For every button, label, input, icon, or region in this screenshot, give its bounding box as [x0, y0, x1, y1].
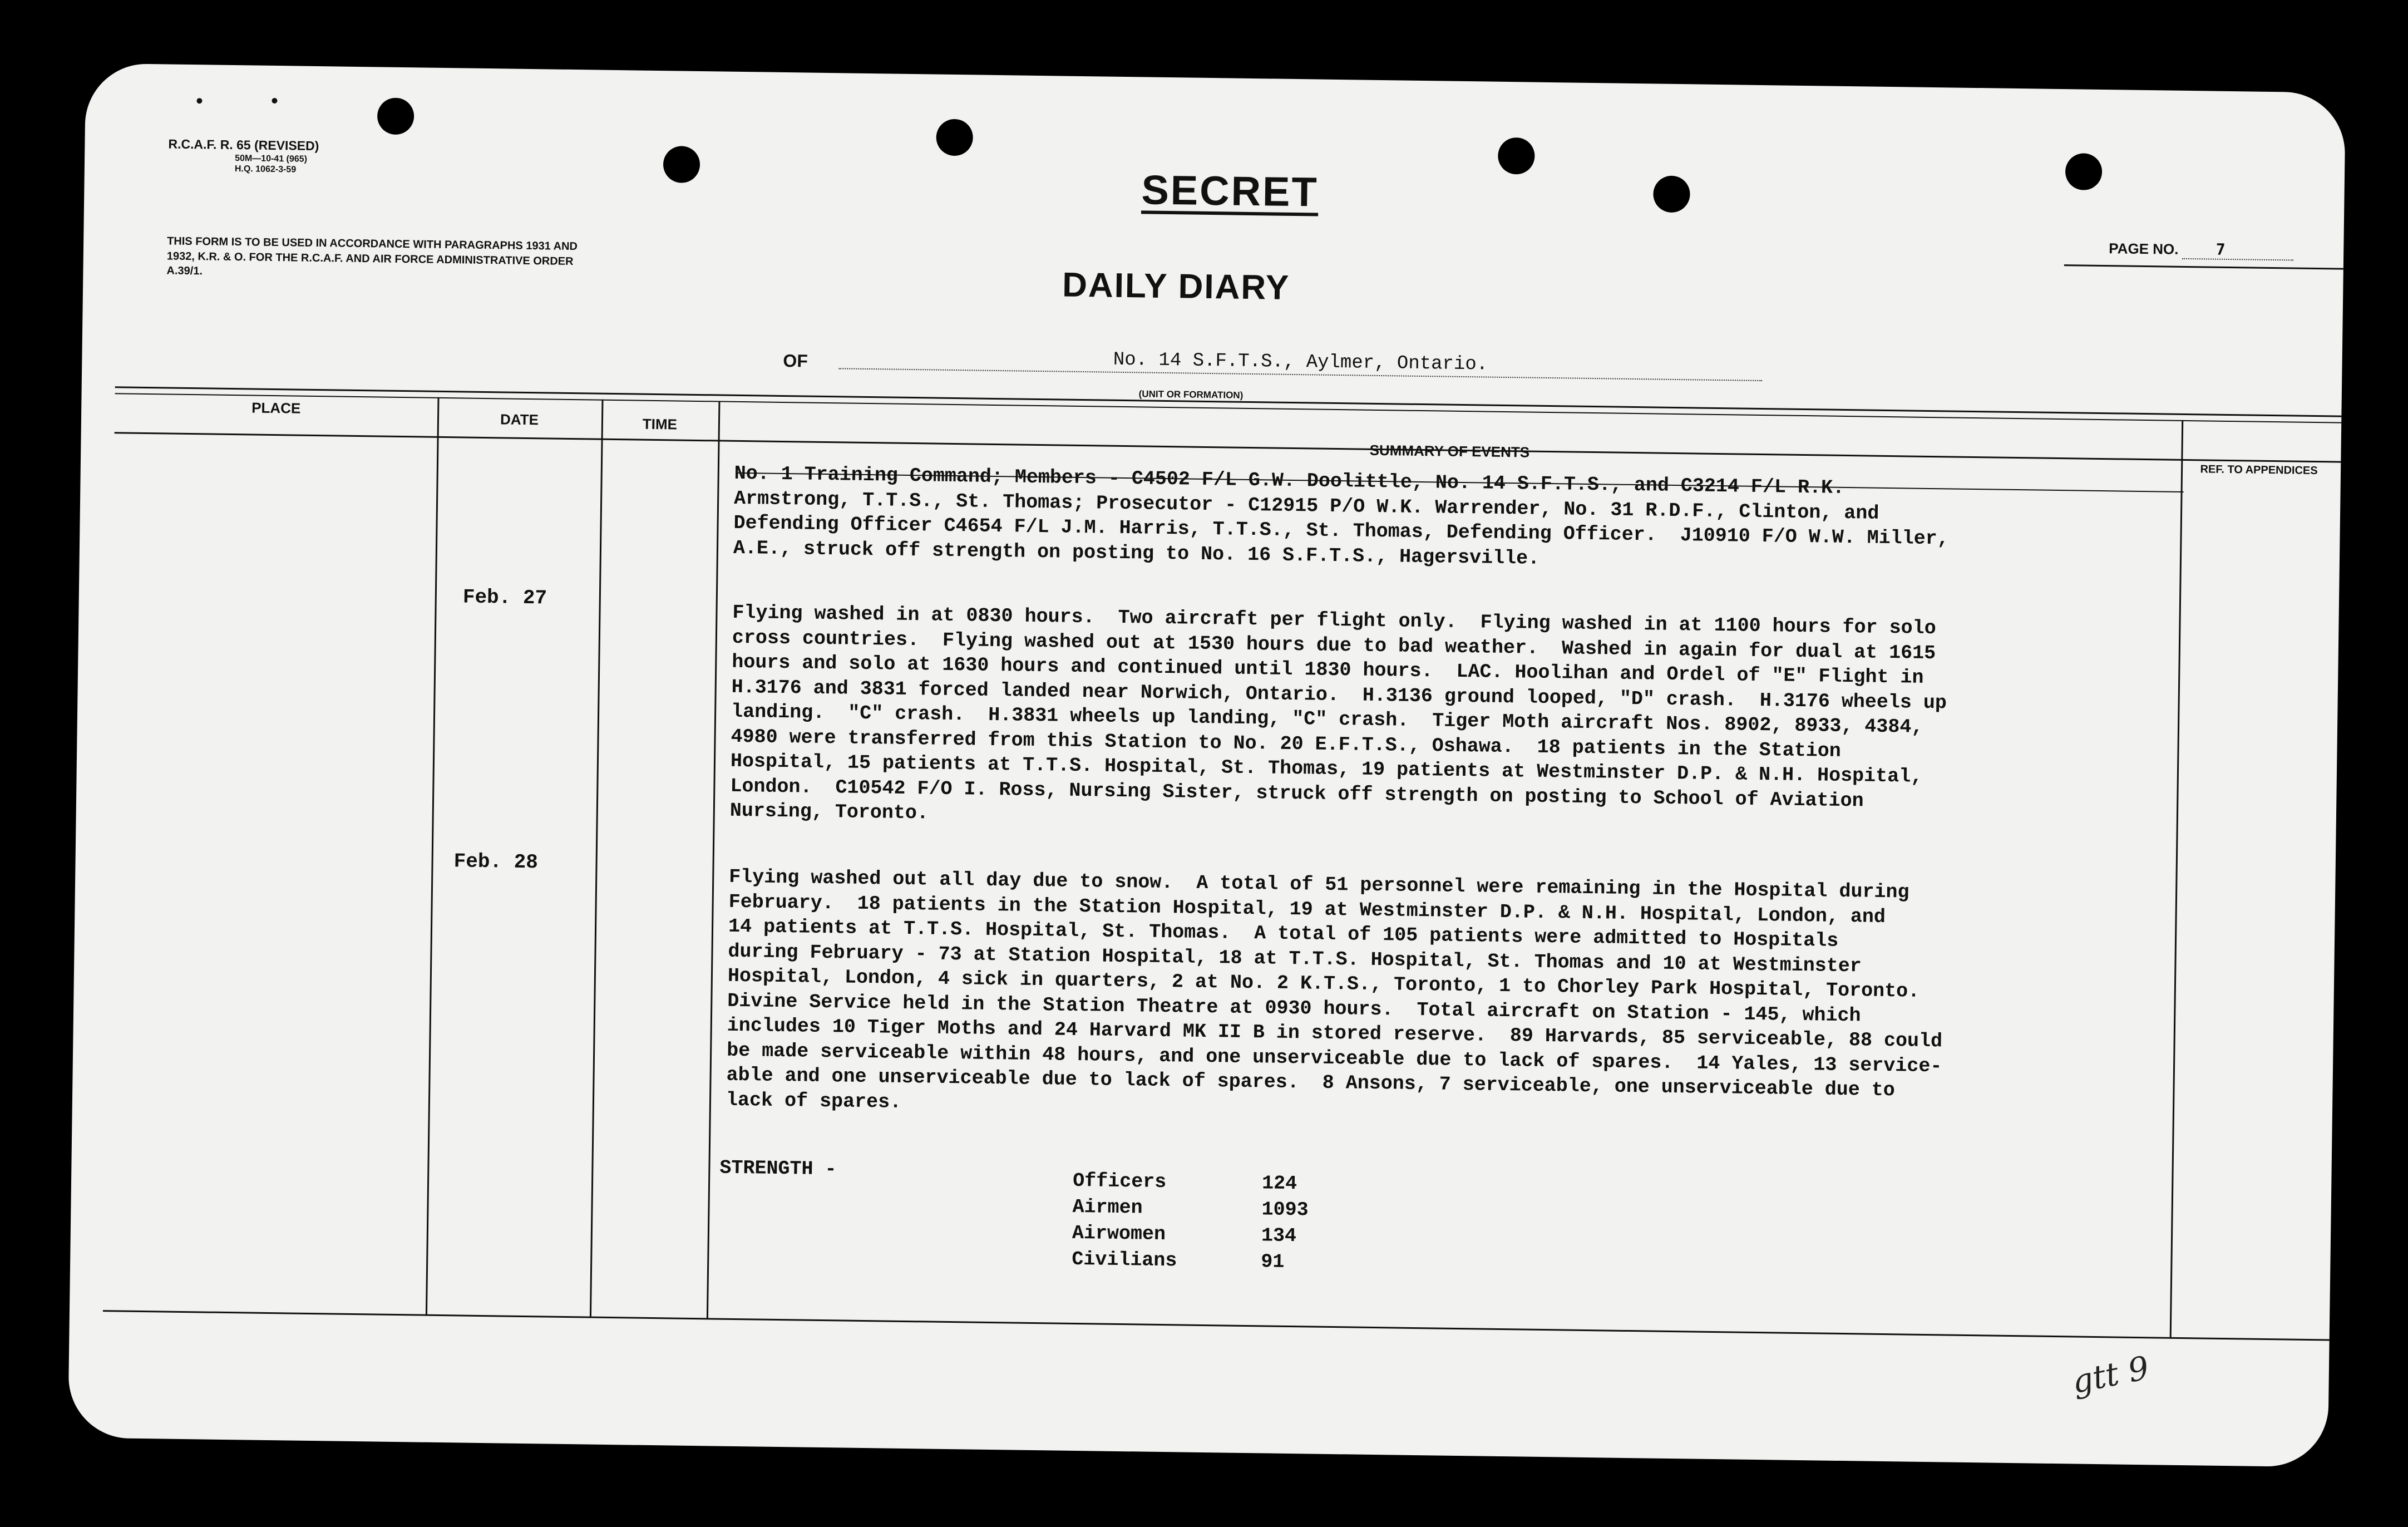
- strength-count: 134: [1261, 1224, 1297, 1248]
- column-rule: [707, 401, 721, 1319]
- column-rule: [2170, 420, 2184, 1338]
- speck: [196, 98, 202, 104]
- strength-category: Civilians: [1072, 1248, 1177, 1272]
- strength-category: Airmen: [1072, 1195, 1143, 1219]
- summary-entry: No. 1 Training Command; Members - C4502 F/L G.W. Doolittle, No. 14 S.F.T.S., and C3214 F/L R.K. Armstrong, T.T.S., St. Thomas; Prosecutor - C12915 P/O W.K. Warrender, No. 31 R.D.F., Clinton, and Defending Officer C4654 F/L J.M. Harris, T.T.S., St. Thomas, Defending Officer. J10910 F/O W.W. Miller, A.E., struck off strength on posting to No. 16 S.F.T.S., Hagersville.: [733, 462, 1950, 570]
- strength-category: Officers: [1072, 1169, 1167, 1194]
- punch-hole: [663, 146, 700, 183]
- page-title: DAILY DIARY: [1062, 265, 1290, 307]
- column-header-ref: REF. TO APPENDICES: [2200, 463, 2318, 477]
- summary-entry: Flying washed out all day due to snow. A total of 51 personnel were remaining in the Hospital during February. 18 patients in the Station Hospital, 19 at Westminster D.P. & N.H. Hospital, London, and 14 patients at T.T.S. Hospital, St. Thomas. A total of 105 patients were admitted to Hospitals during February - 73 at Station Hospital, 18 at T.T.S. Hospital, St. Thomas and 10 at Westminster Hospital, London, 4 sick in quarters, 2 at No. 2 K.T.S., Toronto, 1 to Chorley Park Hospital, Toronto. Divine Service held in the Station Theatre at 0930 hours. Total aircraft on Station - 145, which includes 10 Tiger Moths and 24 Harvard MK II B in stored reserve. 89 Harvards, 85 serviceable, 88 could be made serviceable within 48 hours, and one unserviceable due to lack of spares. 14 Yales, 13 service- able and one unserviceable due to lack of spares. 8 Ansons, 7 serviceable, one unserviceable due to lack of spares.: [726, 865, 1943, 1114]
- print-code: 50M—10-41 (965): [235, 153, 308, 164]
- column-rule: [590, 400, 604, 1318]
- column-header-place: PLACE: [251, 399, 301, 417]
- strength-row: [1072, 1248, 1285, 1273]
- unit-name: No. 14 S.F.T.S., Aylmer, Ontario.: [838, 346, 1762, 381]
- strength-row: [1072, 1196, 1309, 1221]
- handwritten-signature: gtt 9: [2069, 1348, 2153, 1401]
- unit-caption: (UNIT OR FORMATION): [1138, 388, 1244, 401]
- classification-heading: SECRET: [1141, 166, 1319, 215]
- divider: [2064, 264, 2346, 270]
- page-number-field: [2109, 239, 2294, 260]
- punch-hole: [377, 97, 415, 135]
- diary-form-card: [68, 63, 2346, 1467]
- punch-hole: [936, 119, 973, 156]
- strength-count: 1093: [1261, 1198, 1309, 1221]
- strength-row: [1073, 1170, 1297, 1195]
- form-instructions: THIS FORM IS TO BE USED IN ACCORDANCE WITH PARAGRAPHS 1931 AND 1932, K.R. & O. FOR THE R.C.A.F. AND AIR FORCE ADMINISTRATIVE ORDER A.39/1.: [166, 235, 578, 278]
- entry-date: Feb. 27: [462, 585, 547, 610]
- page-number-value: 7: [2182, 240, 2293, 261]
- punch-hole: [1653, 175, 1690, 213]
- print-code: H.Q. 1062-3-59: [234, 164, 297, 175]
- summary-entry: Flying washed in at 0830 hours. Two aircraft per flight only. Flying washed in at 1100 hours for solo cross countries. Flying washed out at 1530 hours due to bad weather. Washed in again for dual at 1615 hours and solo at 1630 hours and continued until 1830 hours. LAC. Hoolihan and Ordel of "E" Flight in H.3176 and 3831 forced landed near Norwich, Ontario. H.3136 ground looped, "D" crash. H.3176 wheels up landing. "C" crash. H.3831 wheels up landing, "C" crash. Tiger Moth aircraft Nos. 8902, 8933, 4384, 4980 were transferred from this Station to No. 20 E.F.T.S., Oshawa. 18 patients in the Station Hospital, 15 patients at T.T.S. Hospital, St. Thomas, 19 patients at Westminster D.P. & N.H. Hospital, London. C10542 F/O I. Ross, Nursing Sister, struck off strength on posting to School of Aviation Nursing, Toronto.: [729, 601, 1947, 825]
- column-rule: [426, 397, 440, 1316]
- entry-date: Feb. 28: [453, 850, 539, 874]
- form-number: R.C.A.F. R. 65 (REVISED): [168, 136, 319, 154]
- punch-hole: [2065, 153, 2103, 190]
- of-label: OF: [783, 350, 808, 371]
- punch-hole: [1498, 137, 1535, 175]
- strength-count: 124: [1261, 1172, 1297, 1195]
- column-header-summary: SUMMARY OF EVENTS: [1369, 441, 1530, 461]
- speck: [272, 98, 277, 104]
- strength-category: Airwomen: [1072, 1221, 1166, 1246]
- strength-label: STRENGTH -: [719, 1156, 837, 1181]
- page-number-label: PAGE NO.: [2109, 240, 2179, 258]
- strength-count: 91: [1261, 1250, 1285, 1273]
- form-identification: [168, 136, 319, 175]
- column-header-time: TIME: [642, 415, 678, 433]
- divider: [103, 1310, 2334, 1341]
- strength-row: [1072, 1222, 1297, 1247]
- column-header-date: DATE: [500, 411, 539, 428]
